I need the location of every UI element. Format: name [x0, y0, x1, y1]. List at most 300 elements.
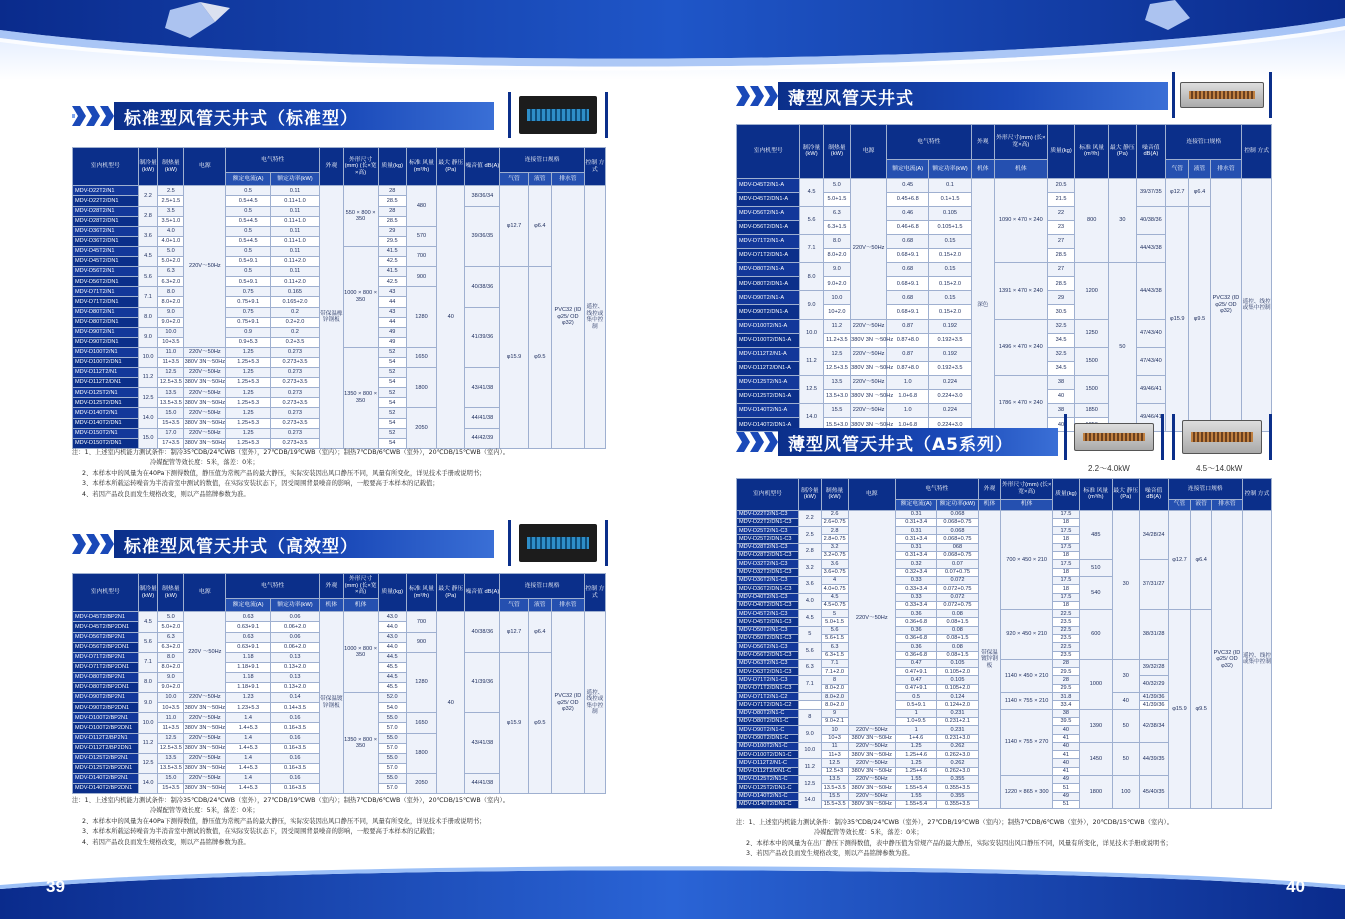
page-number-right: 40	[1286, 877, 1305, 896]
press-cell: 30	[1112, 659, 1139, 692]
model-cell: MDV-D125T2/N1-C	[737, 776, 799, 784]
mass-cell: 29.5	[378, 236, 406, 246]
heating-cell: 11.0	[158, 347, 184, 357]
air-cell: 800	[1075, 178, 1109, 263]
power-kw-cell: 0.192+3.5	[929, 361, 971, 375]
dim-cell: 1786 × 470 × 240	[994, 375, 1047, 431]
table-header-cell: 液管	[1191, 499, 1212, 510]
power-cell: 380V 3N～50Hz	[184, 378, 226, 388]
table-header-cell: 机体	[978, 499, 1001, 510]
table-header-cell: 室内机型号	[737, 125, 800, 179]
heating-cell: 11.0	[158, 713, 184, 723]
heating-cell: 15.5	[823, 404, 850, 418]
heating-cell: 12.5+3	[821, 767, 848, 775]
model-cell: MDV-D90T2/DN1	[73, 337, 139, 347]
model-cell: MDV-D22T2/N1	[73, 186, 139, 196]
mass-cell: 29	[1047, 291, 1074, 305]
air-cell: 1280	[406, 287, 436, 348]
cooling-cell: 3.6	[138, 226, 158, 246]
heating-cell: 12.5+3.5	[158, 743, 184, 753]
model-cell: MDV-D80T2/N1-C	[737, 709, 799, 717]
current-cell: 0.63+9.1	[226, 642, 271, 652]
noise-cell: 49/46/41	[1136, 404, 1166, 432]
header-banner	[0, 0, 1345, 80]
current-cell: 1.55+5.4	[896, 784, 937, 792]
product-photo-efficient	[508, 520, 608, 566]
mass-cell: 28.5	[1047, 249, 1074, 263]
heating-cell: 5.6	[821, 626, 848, 634]
power-kw-cell: 0.06	[270, 612, 319, 622]
heating-cell: 9.0	[158, 672, 184, 682]
chevron-arrows-icon	[72, 100, 114, 132]
range-caption-small: 2.2～4.0kW	[1088, 464, 1130, 473]
table-header-cell: 制热量 (kW)	[158, 148, 184, 186]
current-cell: 1.18+9.1	[226, 683, 271, 693]
current-cell: 0.31+3.4	[896, 535, 937, 543]
noise-cell: 38/31/28	[1139, 610, 1168, 660]
mass-cell: 17.5	[1052, 510, 1079, 518]
mass-cell: 40	[1052, 759, 1079, 767]
table-header-cell: 气管	[500, 173, 528, 186]
air-cell: 1850	[1075, 404, 1109, 418]
model-cell: MDV-D56T2/DN1-C3	[737, 651, 799, 659]
mass-cell: 44.0	[378, 622, 406, 632]
heating-cell: 13.5	[158, 388, 184, 398]
model-cell: MDV-D80T2/DN1	[73, 317, 139, 327]
cooling-cell: 12.5	[798, 776, 821, 793]
current-cell: 0.46+6.8	[887, 220, 929, 234]
mass-cell: 28.5	[378, 196, 406, 206]
power-kw-cell: 0.273+3.5	[270, 418, 319, 428]
heating-cell: 9.0	[823, 263, 850, 277]
noise-cell: 43/41/38	[465, 368, 500, 408]
table-header-cell: 最大 静压(Pa)	[437, 574, 465, 612]
power-kw-cell: 0.224	[929, 375, 971, 389]
power-kw-cell: 0.262	[937, 742, 978, 750]
power-kw-cell: 0.15	[929, 234, 971, 248]
noise-cell: 41/39/36	[465, 652, 500, 713]
table-row	[737, 178, 1272, 192]
air-cell: 1200	[1075, 263, 1109, 319]
mass-cell: 57.0	[378, 743, 406, 753]
cooling-cell: 7.1	[138, 287, 158, 307]
mass-cell: 22.5	[1052, 610, 1079, 618]
mass-cell: 44.5	[378, 672, 406, 682]
cooling-cell: 12.5	[138, 753, 158, 773]
power-kw-cell: 0.273	[270, 388, 319, 398]
current-cell: 0.75+9.1	[226, 317, 271, 327]
table-header-cell: 外观	[971, 125, 994, 160]
power-kw-cell: 0.262	[937, 759, 978, 767]
power-kw-cell: 0.231	[937, 709, 978, 717]
press-cell: 40	[437, 612, 465, 794]
power-cell: 380V 3N～50Hz	[848, 784, 896, 792]
spec-table-standard	[72, 147, 606, 449]
power-kw-cell: 0.15+2.0	[929, 249, 971, 263]
product-photo-a5-small	[1064, 414, 1164, 460]
current-cell: 0.31+3.4	[896, 518, 937, 526]
mass-cell: 18	[1052, 518, 1079, 526]
power-kw-cell: 0.072	[937, 576, 978, 584]
mass-cell: 52	[378, 428, 406, 438]
table-header-cell: 额定电流(A)	[226, 173, 271, 186]
note-line: 2、本样本中的风量为在出厂静压下测得数值，表中静压值为常规产品的最大静压，实际安装因出风口静压不同，风量有所变化，详见技术手册或说明书；	[746, 839, 1172, 847]
air-cell: 480	[406, 186, 436, 226]
heating-cell: 12.5	[158, 368, 184, 378]
power-cell: 380V 3N～50Hz	[184, 438, 226, 448]
table-header-cell: 制冷量 (kW)	[800, 125, 823, 179]
heating-cell: 8.0+2.0	[823, 249, 850, 263]
model-cell: MDV-D140T2/N1-A	[737, 404, 800, 418]
mass-cell: 20.5	[1047, 178, 1074, 192]
model-cell: MDV-D28T2/DN1	[73, 216, 139, 226]
power-kw-cell: 0.105+1.5	[929, 220, 971, 234]
power-cell: 220V～50Hz	[848, 726, 896, 734]
table-header-cell: 排水管	[1211, 499, 1242, 510]
table-header-cell: 室内机型号	[73, 574, 139, 612]
cooling-cell: 14.0	[138, 773, 158, 793]
current-cell: 1.23+5.3	[226, 703, 271, 713]
heating-cell: 17.0	[158, 428, 184, 438]
mass-cell: 49	[378, 337, 406, 347]
model-cell: MDV-D100T2/BP2N1	[73, 713, 139, 723]
cooling-cell	[798, 701, 821, 709]
table-header-cell: 最大 静压(Pa)	[1112, 479, 1139, 511]
heating-cell: 8.0	[823, 234, 850, 248]
mass-cell: 32.5	[1047, 319, 1074, 333]
dim-cell: 1090 × 470 × 240	[994, 178, 1047, 263]
model-cell: MDV-D100T2/DN1-A	[737, 333, 800, 347]
cooling-cell: 10.0	[798, 742, 821, 759]
power-kw-cell: 0.2+2.0	[270, 317, 319, 327]
current-cell: 0.68	[887, 291, 929, 305]
model-cell: MDV-D90T2/N1	[73, 327, 139, 337]
drain-cell: PVC32 (ID φ25/ OD φ32)	[1210, 178, 1242, 432]
table-header-cell: 液管	[528, 599, 551, 612]
heating-cell: 11	[821, 742, 848, 750]
heating-cell: 11+3.5	[158, 357, 184, 367]
heating-cell: 6.3+2.0	[158, 642, 184, 652]
power-cell: 220V～50Hz	[848, 792, 896, 800]
model-cell: MDV-D90T2/BP2DN1	[73, 703, 139, 713]
power-cell: 380V 3N ～50Hz	[851, 418, 887, 432]
note-line: 4、若因产品改良而发生规格改变，则以产品铭牌参数为准。	[82, 838, 250, 846]
cooling-cell: 2.2	[138, 186, 158, 206]
table-header-cell: 制冷量 (kW)	[138, 574, 158, 612]
model-cell: MDV-D112T2/N1	[73, 368, 139, 378]
heating-cell: 8.0+2.0	[821, 693, 848, 701]
power-cell: 220V～50Hz	[184, 773, 226, 783]
power-kw-cell: 0.11	[270, 186, 319, 196]
ctrl-cell: 遥控、线控或集中控制	[584, 186, 605, 448]
spec-table-thin	[736, 124, 1272, 432]
liq-cell: φ9.5	[528, 652, 551, 793]
model-cell: MDV-D112T2/N1-C	[737, 759, 799, 767]
model-cell: MDV-D140T2/N1	[73, 408, 139, 418]
current-cell: 0.5	[226, 206, 271, 216]
model-cell: MDV-D112T2/N1-A	[737, 347, 800, 361]
section-title: 标准型风管天井式（标准型）	[114, 102, 494, 130]
cooling-cell: 5.6	[800, 206, 823, 234]
heating-cell: 4.0	[158, 226, 184, 236]
current-cell: 1.4+5.3	[226, 723, 271, 733]
cooling-cell: 2.5	[798, 527, 821, 544]
power-kw-cell: 0.11+2.0	[270, 277, 319, 287]
model-cell: MDV-D80T2/N1-A	[737, 263, 800, 277]
model-cell: MDV-D63T2/N1-C3	[737, 659, 799, 667]
table-header-cell: 机体	[343, 599, 378, 612]
current-cell: 1.55	[896, 776, 937, 784]
cooling-cell: 8	[798, 709, 821, 726]
heating-cell: 4	[821, 576, 848, 584]
power-cell: 220V～50Hz	[184, 713, 226, 723]
cooling-cell: 8.0	[800, 263, 823, 291]
table-header-cell: 电源	[184, 148, 226, 186]
mass-cell: 57.0	[378, 723, 406, 733]
model-cell: MDV-D40T2/DN1-C3	[737, 601, 799, 609]
model-cell: MDV-D45T2/N1-C3	[737, 610, 799, 618]
cooling-cell: 5.6	[138, 632, 158, 652]
dim-cell: 1350 × 800 × 350	[343, 347, 378, 448]
current-cell: 1.55	[896, 792, 937, 800]
cooling-cell: 14.0	[798, 792, 821, 809]
heating-cell: 5.0	[823, 178, 850, 192]
power-cell: 380V 3N～50Hz	[848, 800, 896, 808]
noise-cell: 39/37/35	[1136, 178, 1166, 206]
heating-cell: 5	[821, 610, 848, 618]
heating-cell: 11+3.5	[158, 723, 184, 733]
mass-cell: 52	[378, 347, 406, 357]
heating-cell: 7.1	[821, 659, 848, 667]
note-line: 3、本样本所载运转噪音为半消音室中测试的数值，在实际安装状态下，因受周围背景噪音的影响，一般要高于本样本的记载值；	[82, 828, 439, 836]
air-cell: 1390	[1079, 709, 1112, 742]
mass-cell: 54	[378, 438, 406, 448]
noise-cell: 38/36/34	[465, 186, 500, 206]
heating-cell: 12.5	[158, 733, 184, 743]
model-cell: MDV-D125T2/DN1-A	[737, 389, 800, 403]
power-cell: 380V 3N～50Hz	[184, 763, 226, 773]
liq-cell: φ9.5	[1189, 206, 1210, 432]
gas-cell: φ12.7	[500, 186, 528, 267]
table-header-cell: 连接管口规格	[500, 148, 584, 173]
mass-cell: 45.5	[378, 683, 406, 693]
heating-cell: 4.5+0.75	[821, 601, 848, 609]
model-cell: MDV-D50T2/N1-C3	[737, 626, 799, 634]
model-cell: MDV-D45T2/BP2N1	[73, 612, 139, 622]
model-cell: MDV-D112T2/DN1	[73, 378, 139, 388]
mass-cell: 23.5	[1052, 651, 1079, 659]
table-row	[737, 610, 1272, 618]
mass-cell: 18	[1052, 535, 1079, 543]
model-cell: MDV-D56T2/BP2N1	[73, 632, 139, 642]
model-cell: MDV-D125T2/N1-A	[737, 375, 800, 389]
power-kw-cell: 0.11+1.0	[270, 236, 319, 246]
mass-cell: 38	[1047, 404, 1074, 418]
heating-cell: 4.0+1.0	[158, 236, 184, 246]
current-cell: 0.33+3.4	[896, 601, 937, 609]
dim-cell: 1000 × 800 × 350	[343, 612, 378, 693]
current-cell: 1.23	[226, 693, 271, 703]
model-cell: MDV-D80T2/BP2DN1	[73, 683, 139, 693]
look-cell: 带保温橡锌钢板	[320, 186, 343, 448]
heating-cell: 9.0	[158, 307, 184, 317]
table-header-cell: 室内机型号	[737, 479, 799, 511]
table-header-cell: 排水管	[551, 599, 584, 612]
table-header-cell: 电气特性	[887, 125, 972, 160]
heating-cell: 15+3.5	[158, 418, 184, 428]
noise-cell: 44/43/38	[1136, 234, 1166, 262]
note-line: 3、若因产品改良而发生规格改变，则以产品铭牌参数为准。	[746, 850, 914, 858]
power-kw-cell: 0.11+1.0	[270, 216, 319, 226]
cooling-cell: 4.5	[138, 612, 158, 632]
table-header-cell: 控制 方式	[584, 148, 605, 186]
power-cell: 380V 3N～50Hz	[184, 723, 226, 733]
cooling-cell: 9.0	[138, 693, 158, 713]
liq-cell: φ6.4	[528, 612, 551, 652]
mass-cell: 55.0	[378, 773, 406, 783]
table-header-cell: 连接管口规格	[500, 574, 584, 599]
air-cell: 1800	[406, 368, 436, 408]
table-header-cell: 机体	[994, 160, 1047, 178]
mass-cell: 34.5	[1047, 361, 1074, 375]
table-header-cell: 最大 静压(Pa)	[1109, 125, 1136, 179]
current-cell: 1+4.6	[896, 734, 937, 742]
power-kw-cell: 068	[937, 543, 978, 551]
mass-cell: 32.5	[1047, 347, 1074, 361]
model-cell: MDV-D125T2/BP2N1	[73, 753, 139, 763]
table-header-cell: 额定功率(kW)	[929, 160, 971, 178]
current-cell: 0.87+8.0	[887, 333, 929, 347]
mass-cell: 17.5	[1052, 560, 1079, 568]
mass-cell: 33.4	[1052, 701, 1079, 709]
power-kw-cell: 0.11	[270, 246, 319, 256]
cooling-cell: 2.8	[798, 543, 821, 560]
mass-cell: 43	[378, 287, 406, 297]
power-kw-cell: 0.105	[937, 659, 978, 667]
cooling-cell: 12.5	[138, 388, 158, 408]
cooling-cell: 9.0	[800, 291, 823, 319]
heating-cell: 13.5+3.0	[823, 389, 850, 403]
air-cell: 1650	[406, 713, 436, 733]
mass-cell: 54	[378, 378, 406, 388]
cooling-cell: 2.2	[798, 510, 821, 527]
model-cell: MDV-D45T2/DN1-A	[737, 192, 800, 206]
noise-cell: 45/40/35	[1139, 776, 1168, 809]
current-cell: 1.25	[226, 408, 271, 418]
power-kw-cell: 0.068+0.75	[937, 535, 978, 543]
noise-cell: 37/31/27	[1139, 560, 1168, 610]
power-kw-cell: 0.07	[937, 560, 978, 568]
power-kw-cell: 0.11	[270, 226, 319, 236]
power-kw-cell: 0.355	[937, 792, 978, 800]
current-cell: 1.0+6.8	[887, 418, 929, 432]
noise-cell: 40/38/36	[465, 612, 500, 652]
section-title: 薄型风管天井式（A5系列）	[778, 428, 1058, 456]
note-line: 注：1、上述室内机能力测试条件：制冷35℃DB/24℃WB（室外），27℃DB/19℃WB（室内）；制热7℃DB/6℃WB（室外），20℃DB/15℃WB（室内）。	[72, 449, 509, 456]
page-number-left: 39	[46, 877, 65, 896]
model-cell: MDV-D80T2/BP2N1	[73, 672, 139, 682]
heating-cell: 10.0	[158, 693, 184, 703]
power-kw-cell: 0.192	[929, 319, 971, 333]
heating-cell: 5.0+1.5	[821, 618, 848, 626]
heating-cell: 6.3	[821, 643, 848, 651]
power-cell: 220V～50Hz	[184, 753, 226, 763]
heating-cell: 4.5	[821, 593, 848, 601]
heating-cell: 15.0	[158, 408, 184, 418]
model-cell: MDV-D32T2/DN1-C3	[737, 568, 799, 576]
mass-cell: 55.0	[378, 753, 406, 763]
power-cell: 380V 3N ～50Hz	[851, 333, 887, 347]
heating-cell: 11.2+3.5	[823, 333, 850, 347]
model-cell: MDV-D36T2/N1	[73, 226, 139, 236]
power-cell: 380V 3N ～50Hz	[851, 361, 887, 375]
current-cell: 0.33	[896, 593, 937, 601]
note-line: 冷媒配管等效长度：5米，落差：0米；	[814, 829, 923, 837]
section-header-a5	[736, 426, 1058, 458]
power-kw-cell: 0.068+0.75	[937, 518, 978, 526]
model-cell: MDV-D100T2/N1	[73, 347, 139, 357]
dim-cell: 1391 × 470 × 240	[994, 263, 1047, 319]
air-cell: 900	[406, 632, 436, 652]
mass-cell: 40	[1047, 418, 1074, 432]
mass-cell: 23.5	[1052, 618, 1079, 626]
chevron-arrows-icon	[72, 528, 114, 560]
heating-cell: 13.5+3.5	[158, 763, 184, 773]
cooling-cell: 14.0	[138, 408, 158, 428]
mass-cell: 44.0	[378, 642, 406, 652]
power-kw-cell: 0.07+0.75	[937, 568, 978, 576]
power-kw-cell: 0.08	[937, 643, 978, 651]
current-cell: 0.75	[226, 307, 271, 317]
dim-cell: 920 × 450 × 210	[1001, 610, 1053, 660]
dim-cell: 550 × 800 × 350	[343, 186, 378, 247]
mass-cell: 54	[378, 357, 406, 367]
heating-cell: 3.6	[821, 560, 848, 568]
power-cell: 220V～50Hz	[184, 347, 226, 357]
model-cell: MDV-D25T2/N1-C3	[737, 527, 799, 535]
drain-cell: PVC32 (ID φ25/ OD φ32)	[551, 612, 584, 794]
heating-cell: 13.5	[823, 375, 850, 389]
mass-cell: 27	[1047, 263, 1074, 277]
table-header-cell: 液管	[1189, 160, 1210, 178]
table-header-cell: 连接管口规格	[1168, 479, 1242, 500]
note-line: 2、本样本中的风量为在40Pa下测得数值，静压值为常规产品的最大静压，实际安装因出风口静压不同，风量有所变化，详见技术手册或说明书；	[82, 817, 486, 825]
current-cell: 0.87+8.0	[887, 361, 929, 375]
gas-cell: φ12.7	[500, 612, 528, 652]
model-cell: MDV-D50T2/DN1-C3	[737, 634, 799, 642]
heating-cell: 15.5+3.5	[821, 800, 848, 808]
power-kw-cell: 0.06	[270, 632, 319, 642]
air-cell: 1450	[1079, 742, 1112, 775]
air-cell: 485	[1079, 510, 1112, 560]
current-cell: 0.47	[896, 659, 937, 667]
current-cell: 1.25+5.3	[226, 398, 271, 408]
heating-cell: 3.5+1.0	[158, 216, 184, 226]
mass-cell: 41.5	[378, 246, 406, 256]
power-cell: 220V～50Hz	[184, 428, 226, 438]
table-header-cell: 排水管	[1210, 160, 1242, 178]
air-cell: 570	[406, 226, 436, 246]
liq-cell: φ6.4	[1191, 510, 1212, 610]
table-header-cell: 电气特性	[226, 148, 320, 173]
power-cell: 220V～50Hz	[184, 408, 226, 418]
model-cell: MDV-D125T2/DN1-C	[737, 784, 799, 792]
air-cell: 1250	[1075, 319, 1109, 347]
current-cell: 1.4	[226, 713, 271, 723]
power-kw-cell: 0.124	[937, 693, 978, 701]
heating-cell: 12.5+3.5	[158, 378, 184, 388]
power-kw-cell: 0.105	[929, 206, 971, 220]
